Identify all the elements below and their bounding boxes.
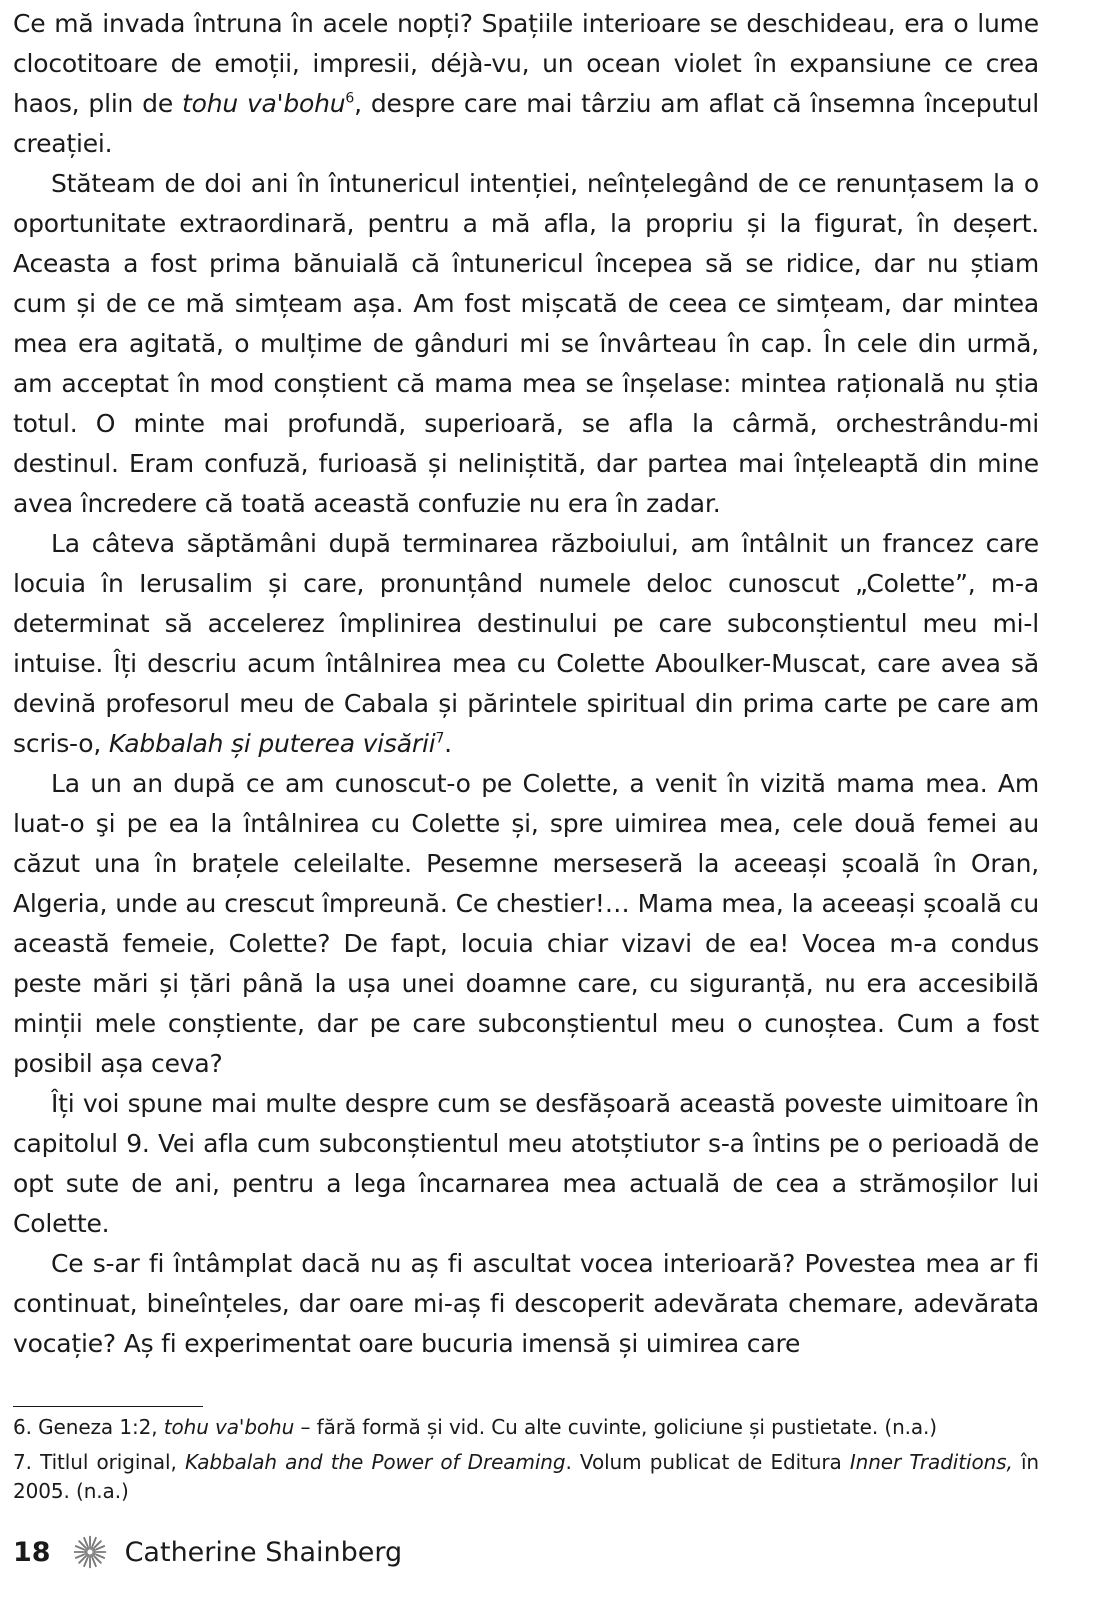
sunburst-ornament-icon: [73, 1535, 107, 1569]
body-text: [13, 4, 1039, 1364]
footnote-divider: [13, 1406, 203, 1407]
italic-term: tohu va'bohu: [182, 89, 346, 118]
page-number: 18: [13, 1536, 51, 1568]
page-footer: [13, 1532, 402, 1572]
paragraph-3: La câteva săptămâni după terminarea războiului, am întâlnit un francez care locuia în Ierusalim și care, pronunțând numele deloc cunoscut „Colette”, m-a determinat să accelerez împlinirea destinului pe care subconștientul meu mi-l intuise. Îți descriu acum întâlnirea mea cu Colette Aboulker-Muscat, care avea să devină profesorul meu de Cabala și părintele spiritual din prima carte pe care am scris-o, Kabbalah și puterea visării$^7$.: [13, 529, 1039, 758]
author-name: Catherine Shainberg: [124, 1536, 403, 1568]
italic-book-title: Kabbalah și puterea visării: [108, 729, 436, 758]
footnote-ref-7[interactable]: 7: [435, 730, 445, 747]
paragraph-4: La un an după ce am cunoscut-o pe Colette, a venit în vizită mama mea. Am luat-o şi pe ea la întâlnirea cu Colette și, spre uimirea mea, cele două femei au căzut una în brațele celeilalte. Pesemne merseseră la aceeași școală în Oran, Algeria, unde au crescut împreună. Ce chestier!… Mama mea, la aceeași școală cu această femeie, Colette? De fapt, locuia chiar vizavi de ea! Vocea m-a condus peste mări și țări până la ușa unei doamne care, cu siguranță, nu era accesibilă minții mele conștiente, dar pe care subconștientul meu o cunoștea. Cum a fost posibil așa ceva?: [13, 769, 1039, 1078]
footnote-6: 6. Geneza 1:2, tohu va'bohu – fără formă și vid. Cu alte cuvinte, goliciune și pustietate. (n.a.): [13, 1415, 938, 1439]
footnote-ref-6[interactable]: 6: [345, 90, 355, 107]
footnote-7: 7. Titlul original, Kabbalah and the Power of Dreaming. Volum publicat de Editura Inner Traditions, în 2005. (n.a.): [13, 1450, 1040, 1503]
paragraph-5: Îți voi spune mai multe despre cum se desfășoară această poveste uimitoare în capitolul 9. Vei afla cum subconștientul meu atotștiutor s-a întins pe o perioadă de opt sute de ani, pentru a lega încarnarea mea actuală de cea a strămoșilor lui Colette.: [13, 1089, 1039, 1238]
paragraph-2: Stăteam de doi ani în întunericul intenției, neînțelegând de ce renunțasem la o oportunitate extraordinară, pentru a mă afla, la propriu și la figurat, în deșert. Aceasta a fost prima bănuială că întunericul începea să se ridice, dar nu știam cum și de ce mă simțeam așa. Am fost mișcată de ceea ce simțeam, dar mintea mea era agitată, o mulțime de gânduri mi se învârteau în cap. În cele din urmă, am acceptat în mod conștient că mama mea se înșelase: mintea rațională nu știa totul. O minte mai profundă, superioară, se afla la cârmă, orchestrându-mi destinul. Eram confuză, furioasă și neliniștită, dar partea mai înțeleaptă din mine avea încredere că toată această confuzie nu era în zadar.: [13, 169, 1039, 518]
paragraph-6: Ce s-ar fi întâmplat dacă nu aș fi ascultat vocea interioară? Povestea mea ar fi continuat, bineînțeles, dar oare mi-aș fi descoperit adevărata chemare, adevărata vocație? Aș fi experimentat oare bucuria imensă și uimirea care: [13, 1249, 1039, 1358]
paragraph-1: Ce mă invada întruna în acele nopți? Spațiile interioare se deschideau, era o lume clocotitoare de emoții, impresii, déjà-vu, un ocean violet în expansiune ce crea haos, plin de tohu va'bohu$^6$, despre care mai târziu am aflat că însemna începutul creației.: [13, 9, 1039, 158]
footnotes: [13, 1413, 1039, 1512]
